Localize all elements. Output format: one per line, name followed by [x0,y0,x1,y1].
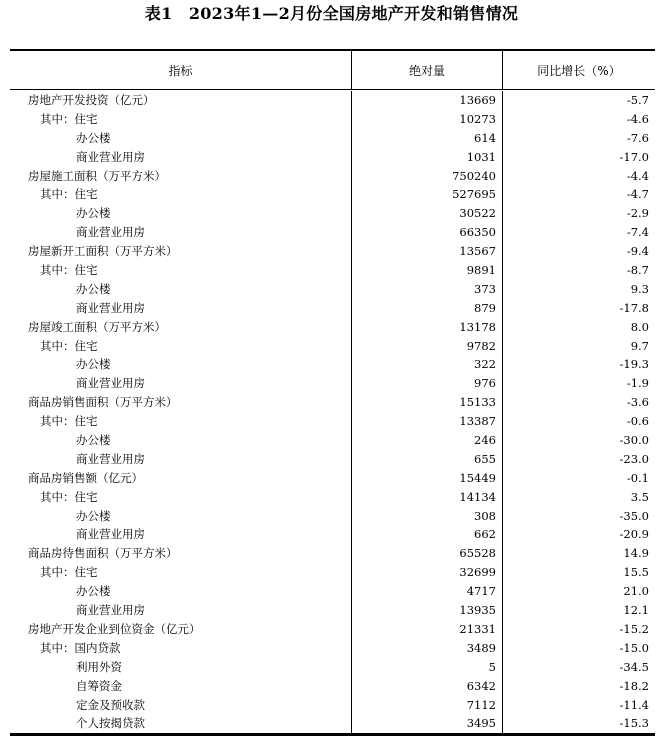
row-yoy-growth: -0.1 [626,470,649,485]
row-absolute-value: 373 [352,280,503,299]
table-row [10,507,655,526]
header-indicator: 指标 [10,51,352,89]
row-yoy-growth: 9.7 [630,338,649,353]
table-row [10,601,655,620]
row-absolute-value: 13567 [352,242,503,261]
row-absolute-value: 13387 [352,412,503,431]
row-yoy-growth: -15.2 [619,621,649,636]
row-label: 其中：住宅 [10,412,352,431]
row-yoy-growth: -17.8 [619,300,649,315]
row-absolute-value: 750240 [352,167,503,186]
table-row [10,318,655,337]
table-row [10,525,655,544]
row-yoy-growth: -7.4 [626,225,649,240]
row-yoy-growth: -4.7 [626,187,649,202]
row-absolute-value: 5 [352,658,503,677]
row-absolute-value: 322 [352,355,503,374]
table-row [10,374,655,393]
table-row [10,337,655,356]
table-row [10,450,655,469]
row-absolute-value: 3489 [352,639,503,658]
row-absolute-value: 15133 [352,393,503,412]
header-absolute-value: 绝对量 [352,51,503,89]
row-label: 房地产开发企业到位资金（亿元） [10,620,352,639]
row-absolute-value: 10273 [352,110,503,129]
row-yoy-growth: -1.9 [626,376,649,391]
row-absolute-value: 4717 [352,582,503,601]
table-row [10,167,655,186]
table-row [10,355,655,374]
row-label: 其中：住宅 [10,563,352,582]
row-yoy-growth: -9.4 [626,244,649,259]
table-row [10,110,655,129]
row-absolute-value: 614 [352,129,503,148]
table-row [10,658,655,677]
row-label: 其中：住宅 [10,261,352,280]
row-label: 房地产开发投资（亿元） [10,91,352,110]
table-row [10,563,655,582]
row-label: 利用外资 [10,658,352,677]
table-row [10,544,655,563]
row-yoy-growth: -8.7 [626,263,649,278]
row-yoy-growth: -30.0 [619,433,649,448]
table-row [10,185,655,204]
row-absolute-value: 9782 [352,337,503,356]
row-absolute-value: 13669 [352,91,503,110]
table-row [10,91,655,110]
table-row [10,261,655,280]
row-yoy-growth: -4.6 [626,111,649,126]
row-yoy-growth: 21.0 [623,584,649,599]
row-absolute-value: 9891 [352,261,503,280]
row-label: 商业营业用房 [10,148,352,167]
row-absolute-value: 246 [352,431,503,450]
row-absolute-value: 662 [352,525,503,544]
row-yoy-growth: 3.5 [630,489,649,504]
row-label: 办公楼 [10,204,352,223]
row-absolute-value: 15449 [352,469,503,488]
row-label: 商业营业用房 [10,450,352,469]
row-absolute-value: 21331 [352,620,503,639]
table-row [10,280,655,299]
row-label: 其中：住宅 [10,337,352,356]
row-yoy-growth: -2.9 [626,206,649,221]
row-absolute-value: 13935 [352,601,503,620]
row-label: 其中：住宅 [10,110,352,129]
row-yoy-growth: -5.7 [626,93,649,107]
row-yoy-growth: -3.6 [626,395,649,410]
row-absolute-value: 13178 [352,318,503,337]
table-header [10,51,655,90]
row-yoy-growth: 9.3 [630,281,649,296]
row-yoy-growth: -19.3 [619,357,649,372]
row-yoy-growth: 15.5 [623,565,649,580]
row-label: 办公楼 [10,507,352,526]
row-yoy-growth: -15.0 [619,640,649,655]
row-label: 个人按揭贷款 [10,714,352,733]
row-label: 办公楼 [10,280,352,299]
row-absolute-value: 30522 [352,204,503,223]
row-absolute-value: 3495 [352,714,503,733]
row-label: 办公楼 [10,431,352,450]
table-row [10,129,655,148]
table-row [10,223,655,242]
row-label: 其中：住宅 [10,488,352,507]
row-label: 商业营业用房 [10,601,352,620]
table-row [10,299,655,318]
row-label: 商品房待售面积（万平方米） [10,544,352,563]
row-yoy-growth: -17.0 [619,149,649,164]
table-row [10,677,655,696]
row-yoy-growth: -11.4 [619,697,649,712]
row-yoy-growth: -20.9 [619,527,649,542]
row-label: 房屋竣工面积（万平方米） [10,318,352,337]
row-yoy-growth: 14.9 [623,546,649,561]
table-title: 表1 2023年1—2月份全国房地产开发和销售情况 [144,4,519,23]
row-absolute-value: 14134 [352,488,503,507]
table-row [10,620,655,639]
table-row [10,412,655,431]
row-label: 办公楼 [10,355,352,374]
data-table [10,49,655,736]
table-row [10,714,655,733]
row-yoy-growth: -15.3 [619,716,649,731]
row-label: 办公楼 [10,582,352,601]
table-row [10,582,655,601]
row-absolute-value: 7112 [352,696,503,715]
row-label: 自筹资金 [10,677,352,696]
row-label: 办公楼 [10,129,352,148]
table-row [10,148,655,167]
row-absolute-value: 6342 [352,677,503,696]
table-row [10,488,655,507]
row-yoy-growth: 12.1 [623,603,649,618]
table-row [10,204,655,223]
row-yoy-growth: -34.5 [619,659,649,674]
table-row [10,431,655,450]
table-row [10,393,655,412]
row-label: 商业营业用房 [10,299,352,318]
row-absolute-value: 32699 [352,563,503,582]
row-absolute-value: 1031 [352,148,503,167]
table-row [10,696,655,715]
row-yoy-growth: -35.0 [619,508,649,523]
row-label: 房屋施工面积（万平方米） [10,167,352,186]
row-label: 定金及预收款 [10,696,352,715]
table-row [10,242,655,261]
row-absolute-value: 879 [352,299,503,318]
row-label: 商业营业用房 [10,223,352,242]
row-label: 商业营业用房 [10,374,352,393]
row-yoy-growth: 8.0 [630,319,649,334]
row-absolute-value: 308 [352,507,503,526]
row-absolute-value: 65528 [352,544,503,563]
row-yoy-growth: -4.4 [626,168,649,183]
header-yoy-growth: 同比增长（%） [537,63,621,78]
row-absolute-value: 527695 [352,185,503,204]
row-label: 商业营业用房 [10,525,352,544]
row-label: 其中：国内贷款 [10,639,352,658]
row-absolute-value: 976 [352,374,503,393]
table-row [10,639,655,658]
row-label: 商品房销售额（亿元） [10,469,352,488]
row-label: 商品房销售面积（万平方米） [10,393,352,412]
row-yoy-growth: -0.6 [626,414,649,429]
table-body [10,90,655,733]
row-label: 房屋新开工面积（万平方米） [10,242,352,261]
row-yoy-growth: -23.0 [619,451,649,466]
row-yoy-growth: -18.2 [619,678,649,693]
row-yoy-growth: -7.6 [626,130,649,145]
row-label: 其中：住宅 [10,185,352,204]
row-absolute-value: 655 [352,450,503,469]
row-absolute-value: 66350 [352,223,503,242]
table-row [10,469,655,488]
